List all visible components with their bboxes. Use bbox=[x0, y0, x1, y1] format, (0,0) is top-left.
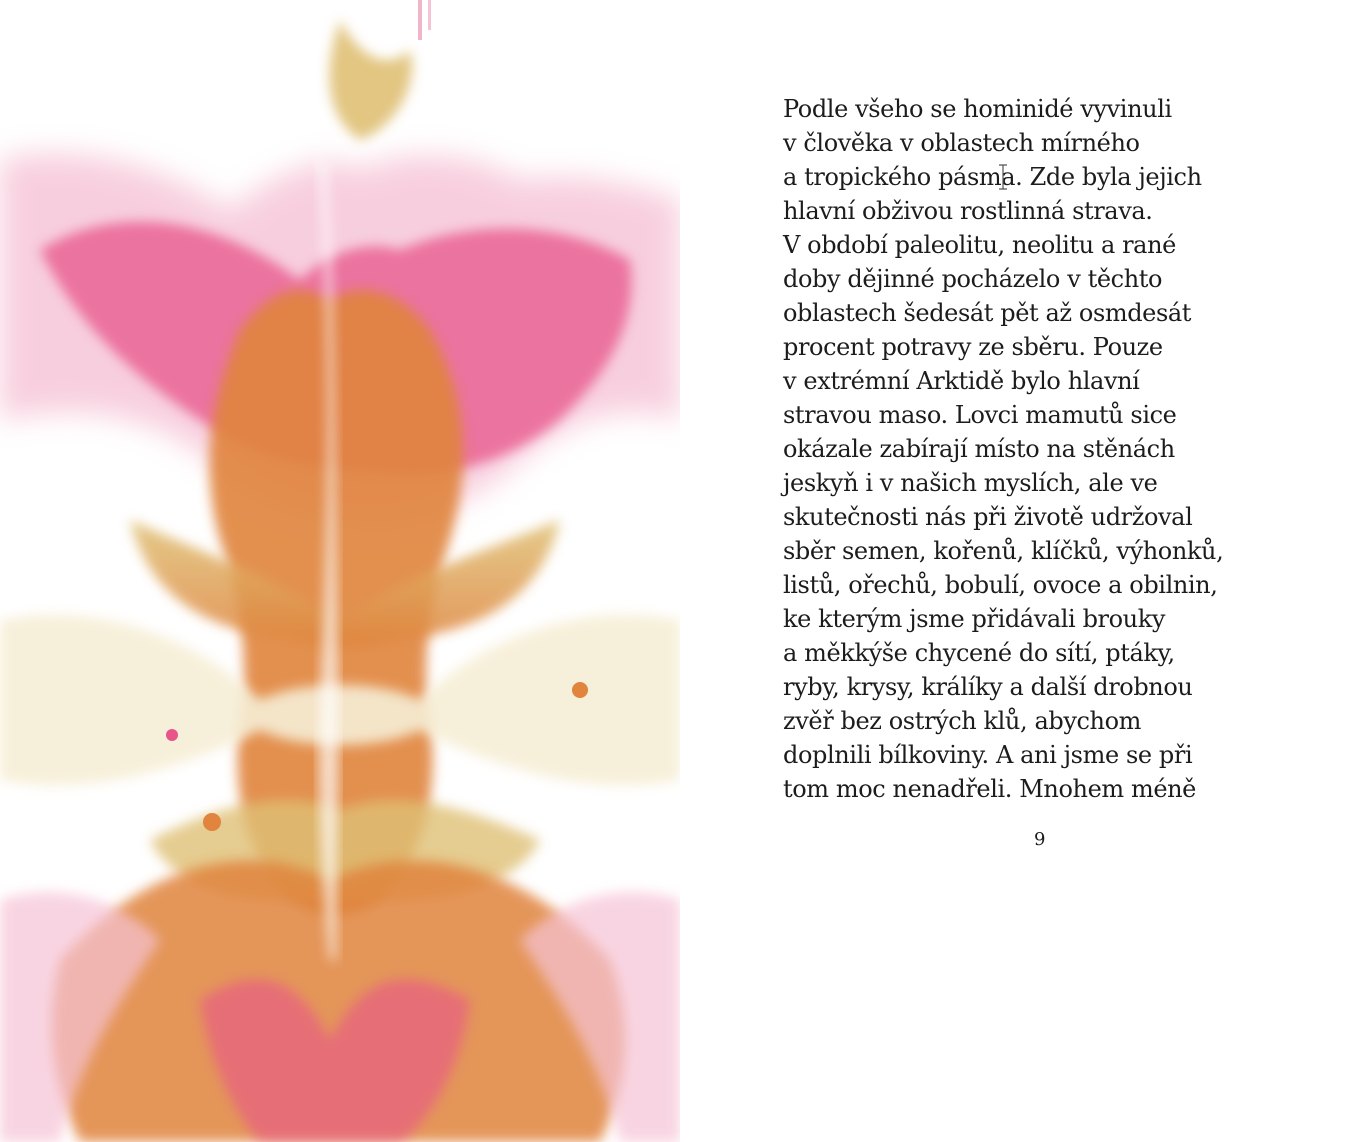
text-line: doby dějinné pocházelo v těchto bbox=[783, 265, 1163, 293]
text-line: a měkkýše chycené do sítí, ptáky, bbox=[783, 639, 1175, 667]
text-line: a tropického pásma. Zde byla jejich bbox=[783, 163, 1202, 191]
text-line: procent potravy ze sběru. Pouze bbox=[783, 333, 1163, 361]
text-cursor-icon bbox=[998, 164, 1008, 190]
text-line: v člověka v oblastech mírného bbox=[783, 129, 1140, 157]
text-line: oblastech šedesát pět až osmdesát bbox=[783, 299, 1192, 327]
text-line: ke kterým jsme přidávali brouky bbox=[783, 605, 1166, 633]
text-line: V období paleolitu, neolitu a rané bbox=[783, 231, 1176, 259]
body-text bbox=[783, 92, 1323, 806]
text-line: v extrémní Arktidě bylo hlavní bbox=[783, 367, 1140, 395]
text-line: zvěř bez ostrých klů, abychom bbox=[783, 707, 1141, 735]
text-line: sběr semen, kořenů, klíčků, výhonků, bbox=[783, 537, 1224, 565]
text-line: hlavní obživou rostlinná strava. bbox=[783, 197, 1153, 225]
text-line: stravou maso. Lovci mamutů sice bbox=[783, 401, 1177, 429]
text-line: jeskyň i v našich myslích, ale ve bbox=[783, 469, 1158, 497]
text-line: skutečnosti nás při životě udržoval bbox=[783, 503, 1193, 531]
text-line: okázale zabírají místo na stěnách bbox=[783, 435, 1175, 463]
text-line: doplnili bílkoviny. A ani jsme se při bbox=[783, 741, 1193, 769]
text-line: Podle všeho se hominidé vyvinuli bbox=[783, 95, 1172, 123]
right-page bbox=[680, 0, 1357, 1142]
text-line: listů, ořechů, bobulí, ovoce a obilnin, bbox=[783, 571, 1218, 599]
page-number: 9 bbox=[1034, 829, 1046, 850]
text-line: ryby, krysy, králíky a další drobnou bbox=[783, 673, 1193, 701]
text-line: tom moc nenadřeli. Mnohem méně bbox=[783, 775, 1196, 803]
